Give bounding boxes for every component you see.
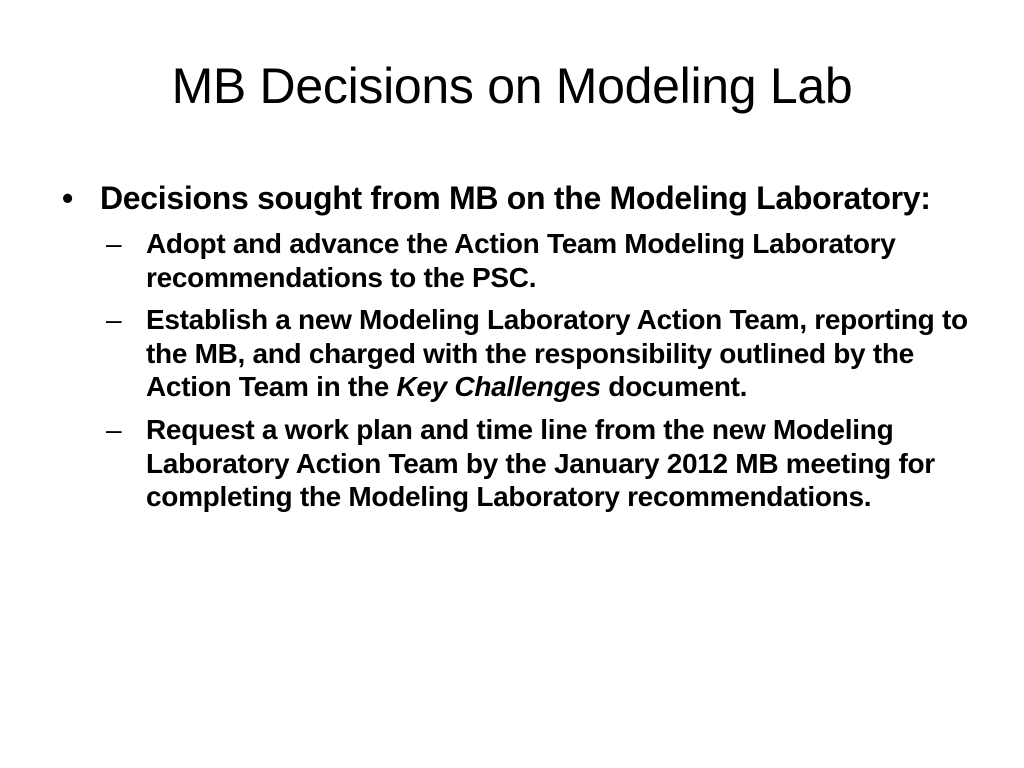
dash-icon: – [106, 228, 122, 260]
sub-bullet-1 [62, 227, 972, 294]
sub-bullet-2-italic-title: Key Challenges [396, 371, 601, 403]
sub-bullet-2 [62, 303, 972, 404]
slide-content [62, 180, 972, 523]
sub-bullet-1-text: Adopt and advance the Action Team Modeling Laboratory recommendations to the PSC. [146, 228, 896, 293]
main-bullet-text: Decisions sought from MB on the Modeling Laboratory: [100, 180, 931, 216]
bullet-dot-icon: • [62, 180, 73, 216]
dash-icon: – [106, 304, 122, 336]
sub-bullet-list [62, 227, 972, 514]
sub-bullet-3 [62, 413, 972, 514]
sub-bullet-2-text-before: Establish a new Modeling Laboratory Action Team, reporting to the MB, and charged with the responsibility outlined by the Action Team in the [146, 304, 968, 403]
sub-bullet-2-text-after: document. [600, 371, 748, 403]
sub-bullet-3-text: Request a work plan and time line from the new Modeling Laboratory Action Team by the January 2012 MB meeting for completing the Modeling Laboratory recommendations. [146, 414, 935, 513]
main-bullet [62, 180, 972, 217]
slide-title: MB Decisions on Modeling Lab [171, 58, 853, 114]
sub-bullet-2-text [146, 304, 968, 402]
dash-icon: – [106, 414, 122, 446]
